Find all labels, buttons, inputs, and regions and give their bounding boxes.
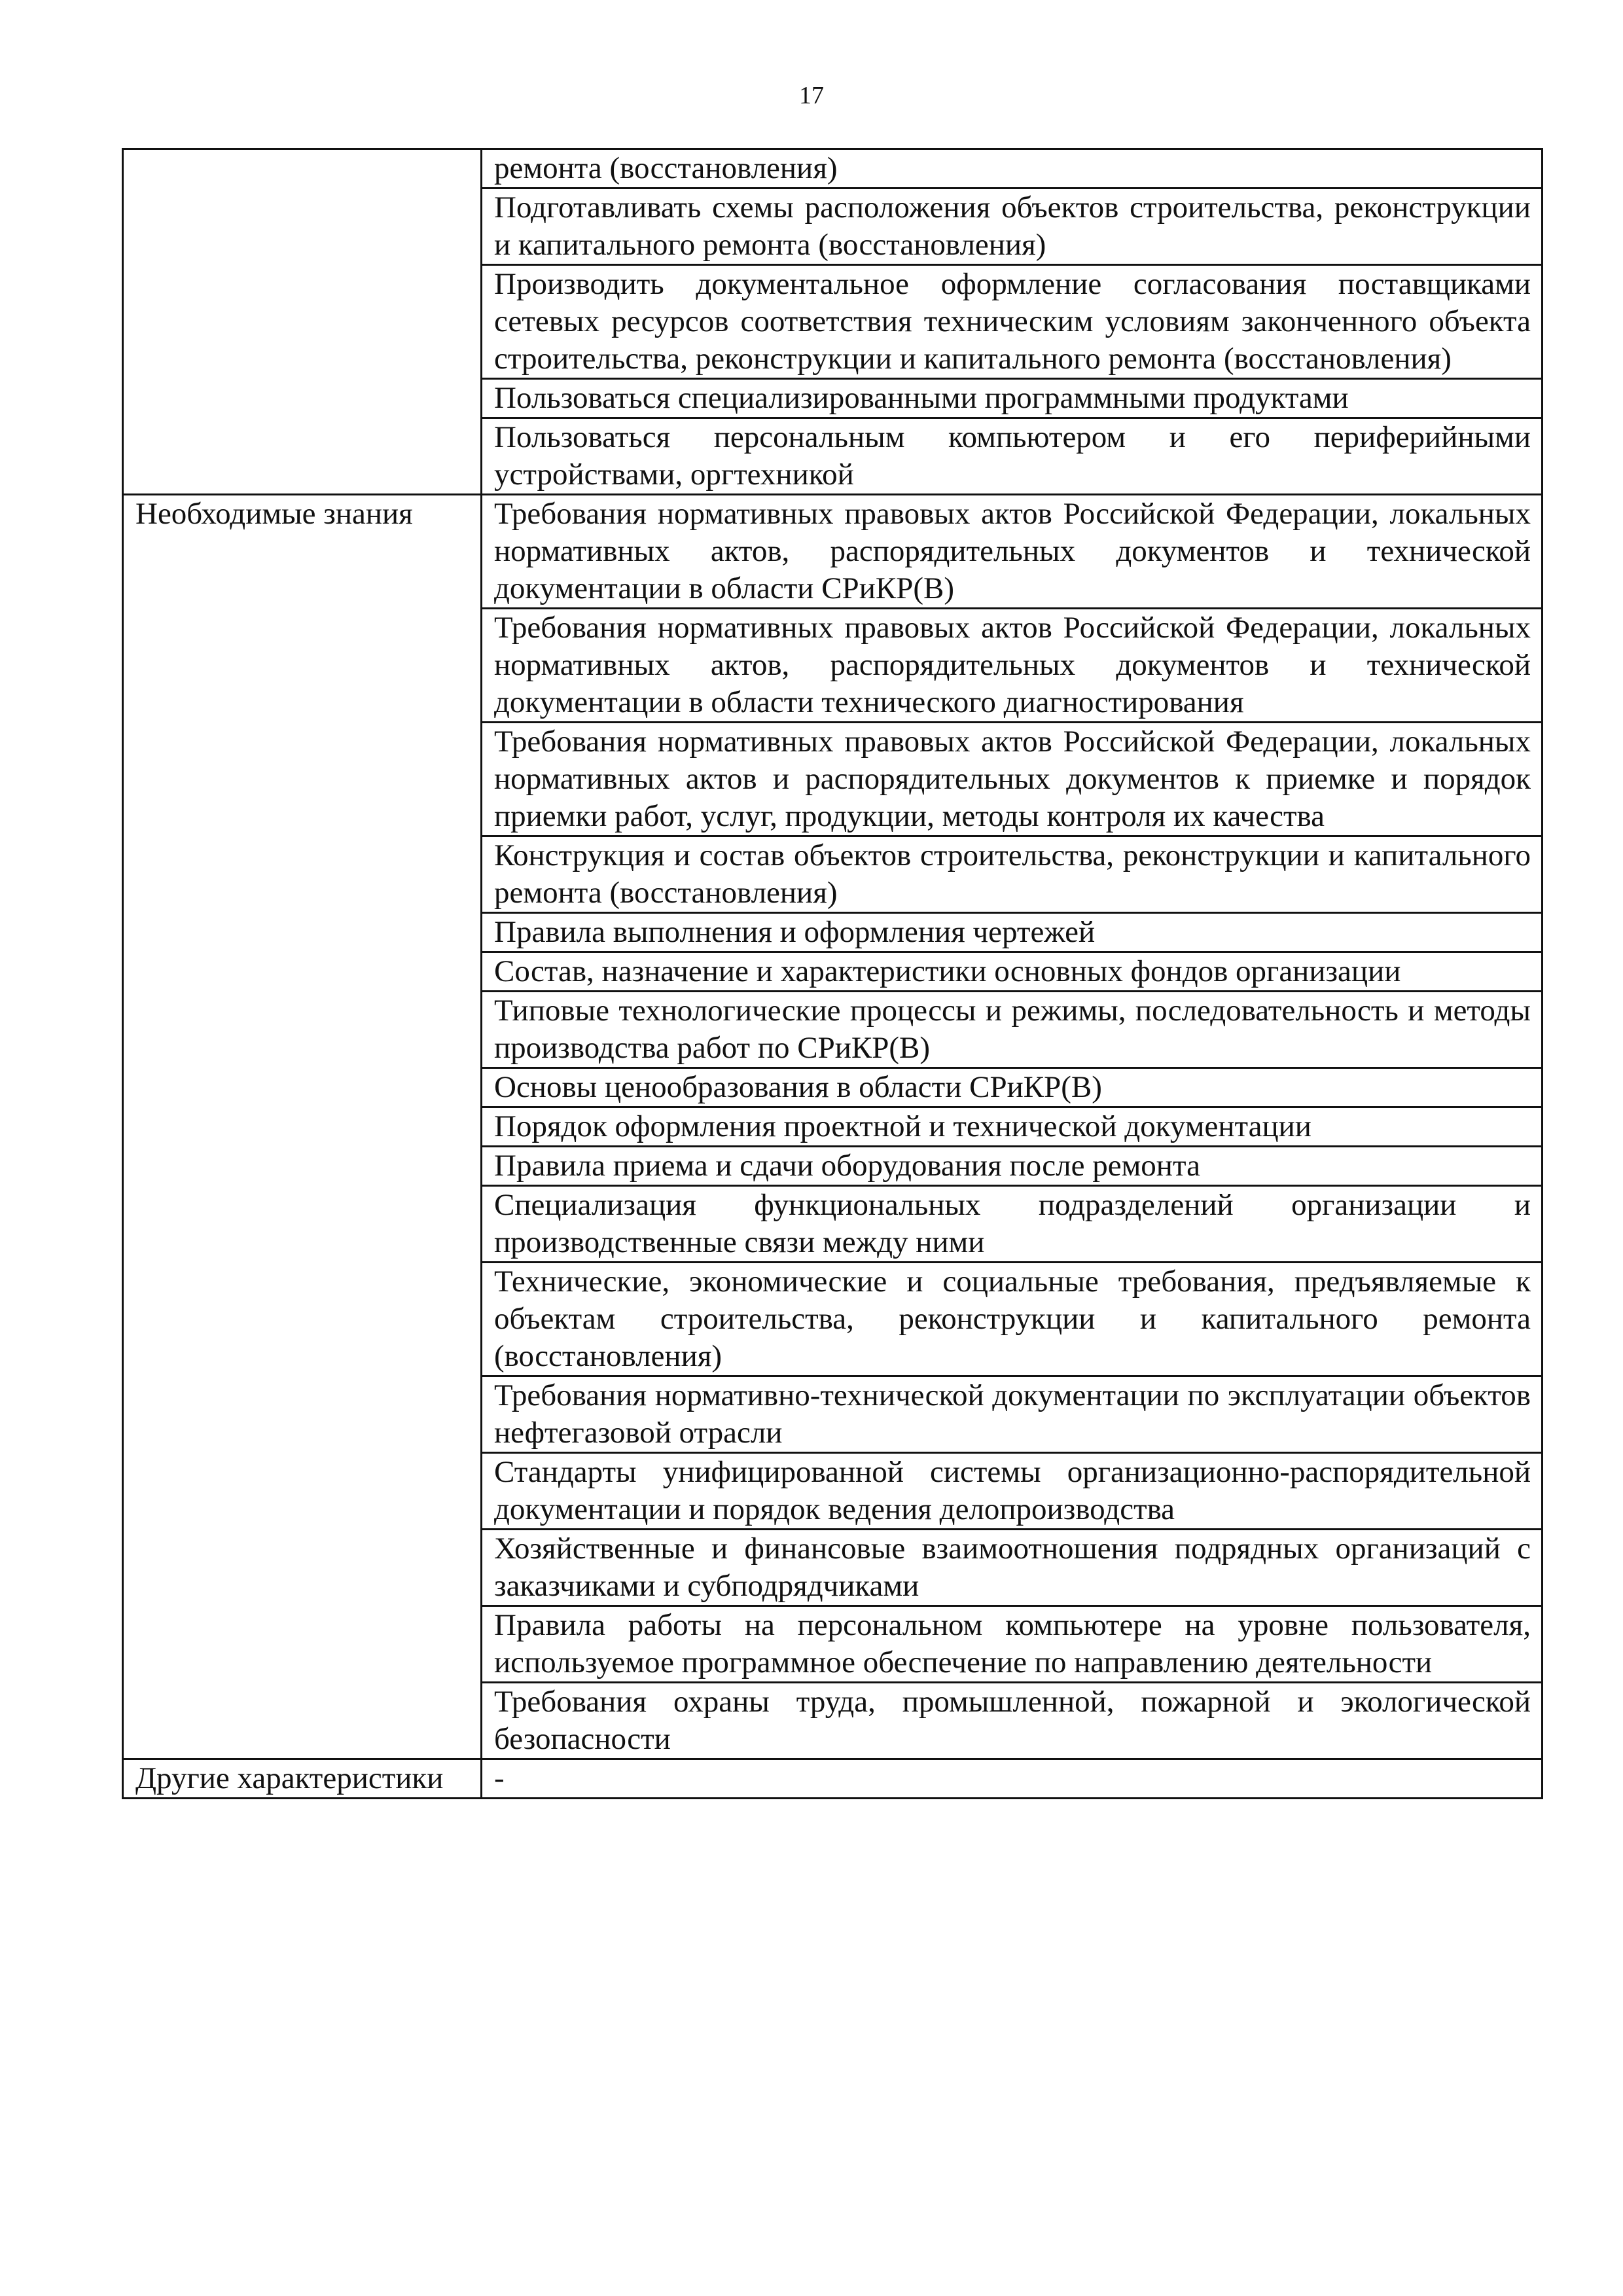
table-item-cell: Состав, назначение и характеристики основных фондов организации xyxy=(482,952,1543,992)
table-item-cell: Типовые технологические процессы и режимы, последовательность и методы производства работ по СРиКР(В) xyxy=(482,992,1543,1068)
table-item-cell: Хозяйственные и финансовые взаимоотношения подрядных организаций с заказчиками и субподрядчиками xyxy=(482,1530,1543,1606)
skills-row xyxy=(123,149,1543,188)
table-item-cell: Основы ценообразования в области СРиКР(В) xyxy=(482,1068,1543,1107)
table-item-cell: Порядок оформления проектной и технической документации xyxy=(482,1107,1543,1147)
other-characteristics-value: - xyxy=(482,1759,1543,1799)
section-label-empty xyxy=(123,149,482,495)
table-item-cell: Требования нормативных правовых актов Российской Федерации, локальных нормативных актов и распорядительных документов к приемке и порядок приемки работ, услуг, продукции, методы контроля их качества xyxy=(482,723,1543,836)
page-number: 17 xyxy=(799,82,824,109)
competency-table xyxy=(122,148,1543,1799)
table-item-cell: Пользоваться персональным компьютером и его периферийными устройствами, оргтехникой xyxy=(482,418,1543,495)
other-characteristics-row xyxy=(123,1759,1543,1799)
section-label-other: Другие характеристики xyxy=(123,1759,482,1799)
table-item-cell: Правила работы на персональном компьютере на уровне пользователя, используемое программное обеспечение по направлению деятельности xyxy=(482,1606,1543,1683)
table-item-cell: Правила выполнения и оформления чертежей xyxy=(482,913,1543,952)
section-label-knowledge: Необходимые знания xyxy=(123,495,482,1759)
table-item-cell: Требования нормативных правовых актов Российской Федерации, локальных нормативных актов, распорядительных документов и технической документации в области СРиКР(В) xyxy=(482,495,1543,609)
table-item-cell: Требования нормативных правовых актов Российской Федерации, локальных нормативных актов, распорядительных документов и технической документации в области технического диагностирования xyxy=(482,609,1543,723)
table-item-cell: Производить документальное оформление согласования поставщиками сетевых ресурсов соответствия техническим условиям законченного объекта строительства, реконструкции и капитального ремонта (восстановления) xyxy=(482,265,1543,379)
table-item-cell: Технические, экономические и социальные требования, предъявляемые к объектам строительства, реконструкции и капитального ремонта (восстановления) xyxy=(482,1263,1543,1376)
competency-table-body xyxy=(123,149,1543,1799)
table-item-cell: ремонта (восстановления) xyxy=(482,149,1543,188)
table-item-cell: Специализация функциональных подразделений организации и производственные связи между ними xyxy=(482,1186,1543,1263)
knowledge-row xyxy=(123,495,1543,609)
table-item-cell: Требования нормативно-технической документации по эксплуатации объектов нефтегазовой отрасли xyxy=(482,1376,1543,1453)
table-item-cell: Стандарты унифицированной системы организационно-распорядительной документации и порядок ведения делопроизводства xyxy=(482,1453,1543,1530)
table-item-cell: Правила приема и сдачи оборудования после ремонта xyxy=(482,1147,1543,1186)
table-item-cell: Конструкция и состав объектов строительства, реконструкции и капитального ремонта (восстановления) xyxy=(482,836,1543,913)
table-item-cell: Пользоваться специализированными программными продуктами xyxy=(482,379,1543,418)
table-item-cell: Требования охраны труда, промышленной, пожарной и экологической безопасности xyxy=(482,1683,1543,1759)
table-item-cell: Подготавливать схемы расположения объектов строительства, реконструкции и капитального ремонта (восстановления) xyxy=(482,188,1543,265)
